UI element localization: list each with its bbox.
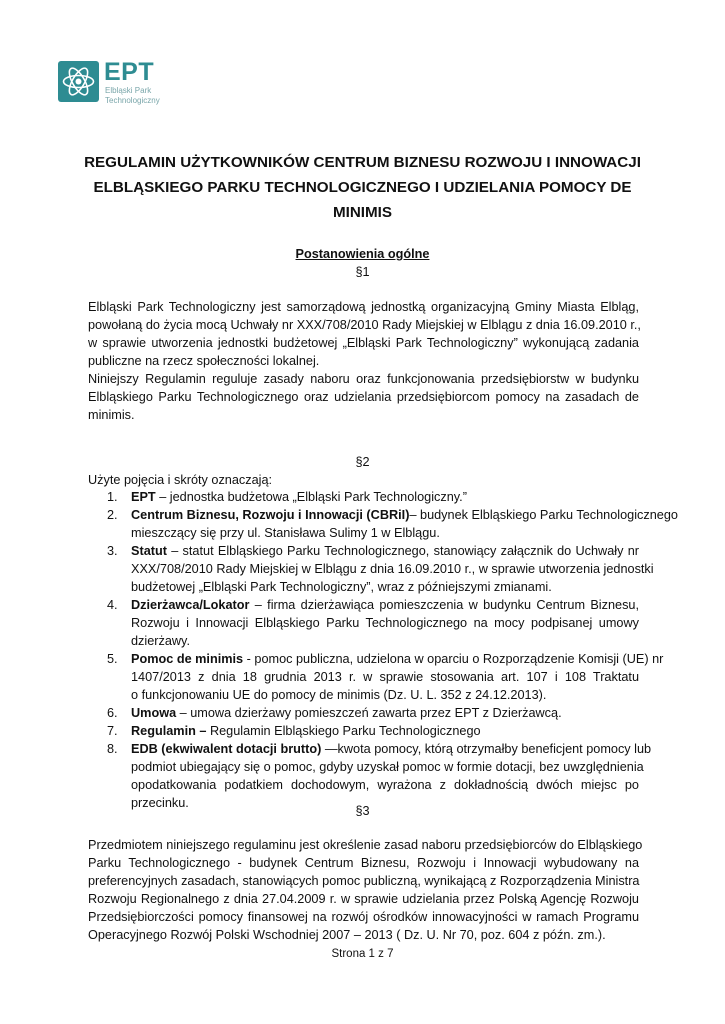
atom-icon	[58, 61, 99, 102]
list-item: 8. EDB (ekwiwalent dotacji brutto) —kwota pomocy, którą otrzymałby beneficjent pomocy lub podmiot ubiegający się o pomoc, gdyby uzyskał pomoc w formie dotacji, bez uwzględnienia opodatkowania podatkiem dochodowym, wyrażona z dokładnością dwóch miejsc po przecinku.	[107, 742, 652, 810]
list-item: 4. Dzierżawca/Lokator – firma dzierżawiąca pomieszczenia w budynku Centrum Biznesu, Rozwoju i Innowacji Elbląskiego Parku Technologicznego na mocy podpisanej umowy dzierżawy.	[107, 598, 639, 648]
list-item: 6. Umowa – umowa dzierżawy pomieszczeń zawarta przez EPT z Dzierżawcą.	[107, 706, 562, 720]
list-item: 2. Centrum Biznesu, Rozwoju i Innowacji (CBRiI)– budynek Elbląskiego Parku Technologicznego mieszczący się przy ul. Stanisława Sulimy 1 w Elblągu.	[107, 508, 678, 540]
page-number-footer: Strona 1 z 7	[331, 948, 394, 960]
definitions-list	[88, 488, 678, 812]
section3-paragraph: Przedmiotem niniejszego regulaminu jest określenie zasad naboru przedsiębiorców do Elbląskiego Parku Technologicznego - budynek Centrum Biznesu, Rozwoju i Innowacji wybudowany na preferencyjnych zasadach, stanowiących pomoc publiczną, wynikającą z Rozporządzenia Ministra Rozwoju Regionalnego z dnia 27.04.2009 r. w sprawie udzielania przez Polską Agencję Rozwoju Przedsiębiorczości pomocy finansowej na rozwój ośrodków innowacyjności w ramach Programu Operacyjnego Rozwój Polski Wschodniej 2007 – 2013 ( Dz. U. Nr 70, poz. 604 z późn. zm.).	[88, 838, 643, 942]
list-item: 7. Regulamin – Regulamin Elbląskiego Parku Technologicznego	[107, 724, 481, 738]
list-item: 1. EPT – jednostka budżetowa „Elbląski Park Technologiczny.”	[107, 490, 467, 504]
section-mark-3: §3	[355, 804, 370, 818]
general-provisions-heading: Postanowienia ogólne	[295, 247, 430, 261]
document-title: REGULAMIN UŻYTKOWNIKÓW CENTRUM BIZNESU ROZWOJU I INNOWACJI ELBLĄSKIEGO PARKU TECHNOLOGICZNEGO I UDZIELANIA POMOCY DE MINIMIS	[84, 154, 641, 221]
ept-logo	[58, 59, 168, 109]
list-item: 3. Statut – statut Elbląskiego Parku Technologicznego, stanowiący załącznik do Uchwały nr XXX/708/2010 Rady Miejskiej w Elblągu z dnia 16.09.2010 r., w sprawie utworzenia jednostki budżetowej „Elbląski Park Technologiczny”, wraz z późniejszymi zmianami.	[107, 544, 654, 594]
section-mark-1: §1	[355, 265, 370, 279]
logo-name: EPT	[104, 58, 155, 86]
section1-paragraph: Elbląski Park Technologiczny jest samorządową jednostką organizacyjną Gminy Miasta Elbląg, powołaną do życia mocą Uchwały nr XXX/708/2010 Rady Miejskiej w Elblągu z dnia 16.09.2010 r., w sprawie utworzenia jednostki budżetowej „Elbląski Park Technologiczny” wykonującą zadania publiczne na rzecz społeczności lokalnej. Niniejszy Regulamin reguluje zasady naboru oraz funkcjonowania przedsiębiorstw w budynku Elbląskiego Parku Technologicznego oraz udzielania przedsiębiorcom pomocy na zasadach de minimis.	[88, 300, 641, 422]
definitions-intro: Użyte pojęcia i skróty oznaczają:	[88, 473, 273, 487]
section-mark-2: §2	[355, 455, 370, 469]
list-item: 5. Pomoc de minimis - pomoc publiczna, udzielona w oparciu o Rozporządzenie Komisji (UE) nr 1407/2013 z dnia 18 grudnia 2013 r. w sprawie stosowania art. 107 i 108 Traktatu o funkcjonowaniu UE do pomocy de minimis (Dz. U. L. 352 z 24.12.2013).	[107, 652, 664, 702]
logo-subtitle: Elbląski Park Technologiczny	[105, 86, 160, 105]
